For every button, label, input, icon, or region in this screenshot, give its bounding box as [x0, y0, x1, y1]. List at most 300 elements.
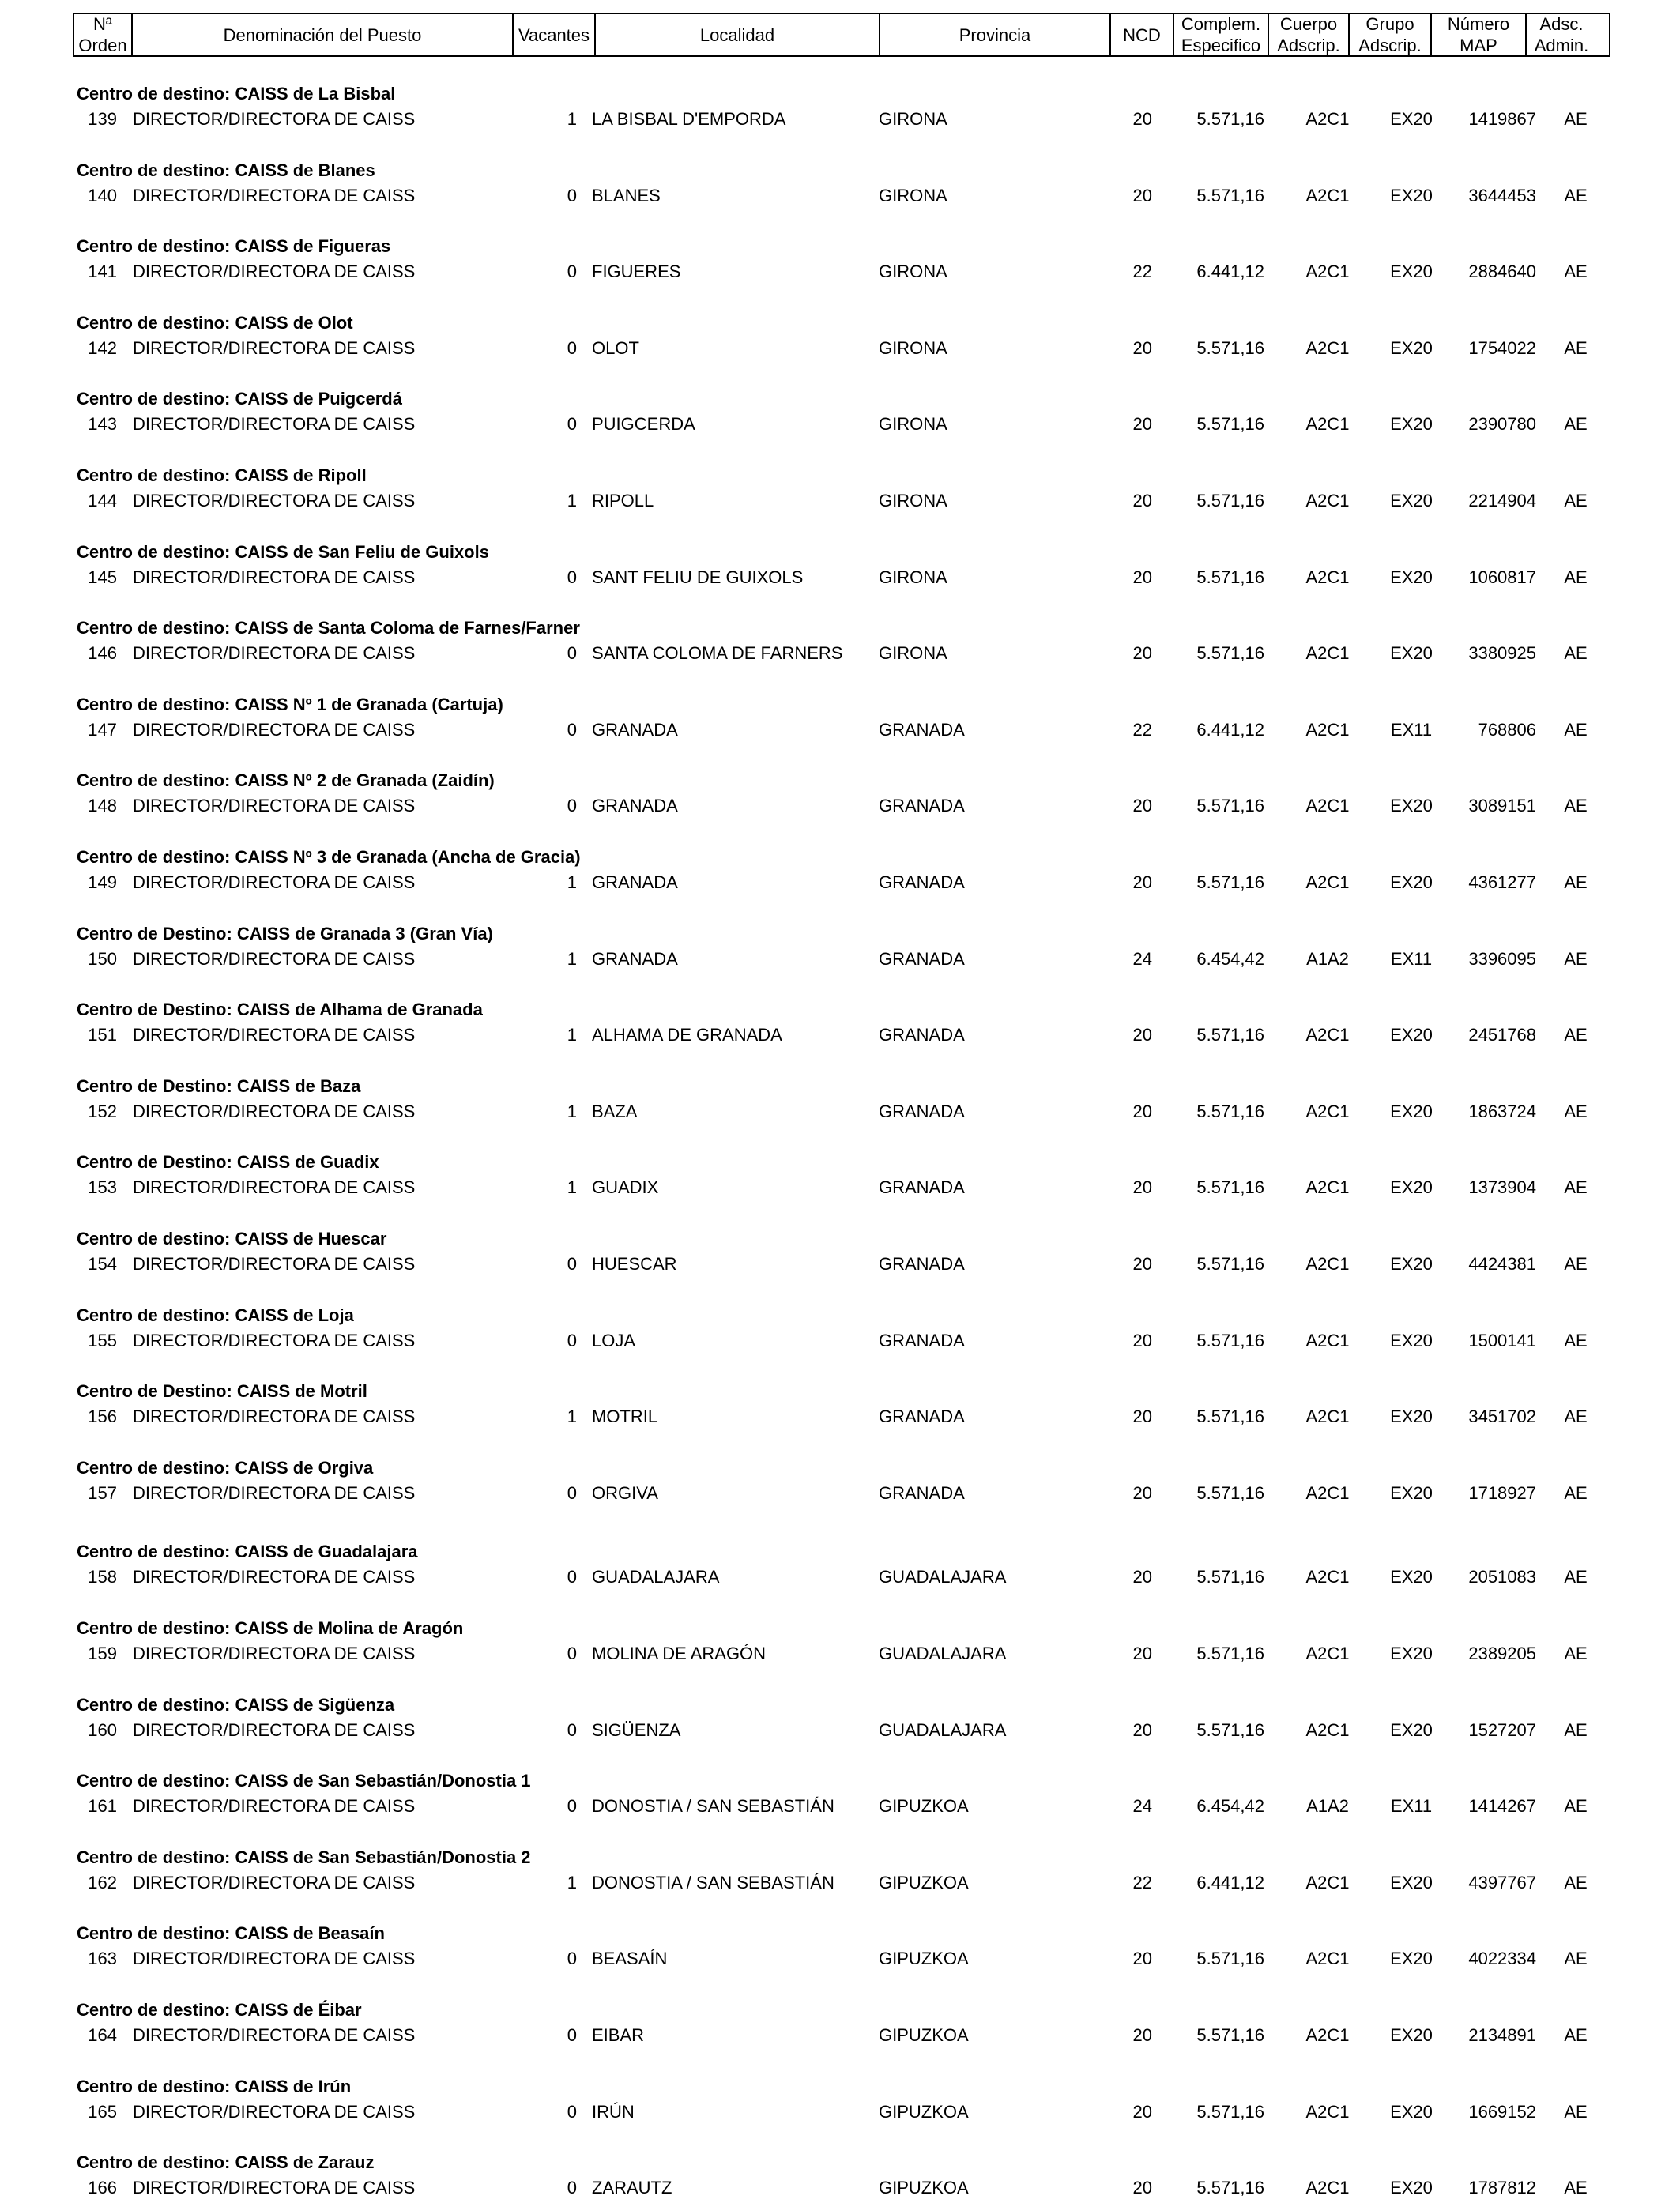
cell-vacantes: 0	[567, 1949, 577, 1969]
cell-adscripcion: AE	[1564, 185, 1588, 205]
header-localidad: Localidad	[596, 14, 880, 55]
cell-localidad: GRANADA	[592, 719, 678, 740]
cell-numero-map: 1863724	[1468, 1101, 1536, 1121]
header-grupo: Grupo Adscrip.	[1350, 14, 1432, 55]
cell-numero-map: 2884640	[1468, 262, 1536, 282]
cell-puesto: DIRECTOR/DIRECTORA DE CAISS	[133, 1719, 416, 1740]
cell-numero-map: 2390780	[1468, 414, 1536, 435]
cell-complemento: 5.571,16	[1196, 1719, 1264, 1740]
cell-orden: 161	[88, 1796, 117, 1817]
cell-orden: 164	[88, 2025, 117, 2045]
cell-vacantes: 0	[567, 185, 577, 205]
table-row	[0, 770, 1680, 821]
cell-localidad: GUADIX	[592, 1177, 659, 1198]
cell-grupo: EX20	[1390, 1025, 1433, 1045]
table-row	[0, 1847, 1680, 1898]
cell-adscripcion: AE	[1564, 1177, 1588, 1198]
cell-localidad: BAZA	[592, 1101, 638, 1121]
cell-puesto: DIRECTOR/DIRECTORA DE CAISS	[133, 719, 416, 740]
cell-provincia: GRANADA	[879, 719, 965, 740]
row-values	[0, 1254, 1680, 1278]
cell-puesto: DIRECTOR/DIRECTORA DE CAISS	[133, 2101, 416, 2122]
cell-vacantes: 1	[567, 948, 577, 969]
centro-destino: Centro de destino: CAISS de Zarauz	[77, 2152, 375, 2173]
cell-complemento: 5.571,16	[1196, 1949, 1264, 1969]
cell-orden: 143	[88, 414, 117, 435]
header-vacantes: Vacantes	[514, 14, 596, 55]
cell-ncd: 20	[1132, 1101, 1152, 1121]
cell-puesto: DIRECTOR/DIRECTORA DE CAISS	[133, 1025, 416, 1045]
cell-orden: 162	[88, 1872, 117, 1892]
cell-vacantes: 0	[567, 414, 577, 435]
table-row	[0, 1305, 1680, 1356]
cell-vacantes: 0	[567, 567, 577, 587]
cell-grupo: EX20	[1390, 2101, 1433, 2122]
cell-provincia: GRANADA	[879, 1482, 965, 1503]
cell-cuerpo: A2C1	[1305, 1254, 1350, 1274]
cell-grupo: EX20	[1390, 1872, 1433, 1892]
cell-puesto: DIRECTOR/DIRECTORA DE CAISS	[133, 796, 416, 816]
cell-puesto: DIRECTOR/DIRECTORA DE CAISS	[133, 2025, 416, 2045]
cell-ncd: 20	[1132, 567, 1152, 587]
table-row	[0, 618, 1680, 668]
cell-provincia: GIPUZKOA	[879, 1949, 969, 1969]
cell-cuerpo: A2C1	[1305, 1101, 1350, 1121]
header-denominacion: Denominación del Puesto	[133, 14, 514, 55]
cell-grupo: EX20	[1390, 1719, 1433, 1740]
cell-orden: 150	[88, 948, 117, 969]
row-values	[0, 109, 1680, 133]
cell-orden: 155	[88, 1330, 117, 1350]
cell-localidad: ORGIVA	[592, 1482, 658, 1503]
cell-provincia: GRANADA	[879, 1025, 965, 1045]
cell-grupo: EX11	[1390, 1796, 1433, 1817]
cell-numero-map: 1373904	[1468, 1177, 1536, 1198]
cell-ncd: 20	[1132, 1567, 1152, 1587]
cell-cuerpo: A1A2	[1306, 1796, 1349, 1817]
cell-complemento: 5.571,16	[1196, 1330, 1264, 1350]
cell-localidad: GRANADA	[592, 796, 678, 816]
cell-complemento: 5.571,16	[1196, 1025, 1264, 1045]
cell-cuerpo: A2C1	[1305, 414, 1350, 435]
centro-destino: Centro de destino: CAISS Nº 1 de Granada (Cartuja)	[77, 694, 503, 714]
cell-orden: 144	[88, 491, 117, 510]
row-values	[0, 1177, 1680, 1201]
cell-puesto: DIRECTOR/DIRECTORA DE CAISS	[133, 872, 416, 892]
centro-destino: Centro de destino: CAISS de San Sebastián/Donostia 1	[77, 1771, 531, 1791]
cell-complemento: 5.571,16	[1196, 337, 1264, 358]
cell-adscripcion: AE	[1564, 2178, 1588, 2198]
row-values	[0, 1025, 1680, 1049]
cell-cuerpo: A2C1	[1305, 1330, 1350, 1350]
centro-destino: Centro de destino: CAISS de San Sebastián/Donostia 2	[77, 1847, 531, 1867]
cell-ncd: 22	[1132, 1872, 1152, 1892]
cell-localidad: LOJA	[592, 1330, 636, 1350]
cell-ncd: 24	[1132, 948, 1152, 969]
cell-localidad: BEASAÍN	[592, 1949, 668, 1969]
cell-adscripcion: AE	[1564, 796, 1588, 816]
cell-provincia: GIPUZKOA	[879, 2101, 969, 2122]
cell-adscripcion: AE	[1564, 1644, 1588, 1663]
cell-localidad: MOLINA DE ARAGÓN	[592, 1644, 767, 1663]
cell-complemento: 5.571,16	[1196, 796, 1264, 816]
cell-grupo: EX20	[1390, 337, 1433, 358]
table-row	[0, 2152, 1680, 2203]
cell-vacantes: 0	[567, 1719, 577, 1740]
cell-adscripcion: AE	[1564, 1025, 1588, 1045]
cell-vacantes: 0	[567, 796, 577, 816]
cell-ncd: 20	[1132, 872, 1152, 892]
table-row	[0, 924, 1680, 974]
cell-cuerpo: A2C1	[1305, 185, 1350, 205]
cell-complemento: 5.571,16	[1196, 1482, 1264, 1503]
cell-adscripcion: AE	[1564, 2101, 1588, 2122]
cell-cuerpo: A2C1	[1305, 2101, 1350, 2122]
cell-ncd: 20	[1132, 1330, 1152, 1350]
cell-localidad: RIPOLL	[592, 491, 654, 510]
cell-cuerpo: A2C1	[1305, 1567, 1350, 1587]
cell-vacantes: 1	[567, 1872, 577, 1892]
cell-provincia: GIRONA	[879, 491, 947, 510]
cell-provincia: GRANADA	[879, 872, 965, 892]
row-values	[0, 1644, 1680, 1667]
cell-localidad: IRÚN	[592, 2101, 635, 2122]
table-row	[0, 1000, 1680, 1050]
cell-orden: 159	[88, 1644, 117, 1663]
cell-cuerpo: A2C1	[1305, 1407, 1350, 1427]
row-values	[0, 643, 1680, 667]
cell-ncd: 20	[1132, 491, 1152, 510]
row-values	[0, 262, 1680, 285]
row-values	[0, 1720, 1680, 1744]
cell-provincia: GIRONA	[879, 109, 947, 129]
centro-destino: Centro de destino: CAISS de Blanes	[77, 160, 375, 180]
cell-cuerpo: A2C1	[1305, 1719, 1350, 1740]
cell-adscripcion: AE	[1564, 1482, 1588, 1503]
table-row	[0, 1542, 1680, 1592]
cell-grupo: EX20	[1390, 2178, 1433, 2198]
cell-numero-map: 1718927	[1468, 1482, 1536, 1503]
cell-provincia: GRANADA	[879, 796, 965, 816]
row-values	[0, 338, 1680, 362]
cell-localidad: SIGÜENZA	[592, 1719, 681, 1740]
cell-cuerpo: A2C1	[1305, 796, 1350, 816]
cell-vacantes: 0	[567, 1567, 577, 1587]
cell-vacantes: 1	[567, 1101, 577, 1121]
row-values	[0, 872, 1680, 896]
cell-numero-map: 1414267	[1468, 1796, 1536, 1817]
cell-cuerpo: A2C1	[1305, 2025, 1350, 2045]
cell-complemento: 5.571,16	[1196, 109, 1264, 129]
cell-complemento: 5.571,16	[1196, 2101, 1264, 2122]
cell-numero-map: 4361277	[1468, 872, 1536, 892]
centro-destino: Centro de destino: CAISS Nº 3 de Granada (Ancha de Gracia)	[77, 847, 581, 867]
cell-ncd: 20	[1132, 337, 1152, 358]
cell-provincia: GRANADA	[879, 1177, 965, 1198]
row-values	[0, 567, 1680, 591]
centro-destino: Centro de Destino: CAISS de Granada 3 (Gran Vía)	[77, 923, 493, 943]
cell-provincia: GRANADA	[879, 948, 965, 969]
row-values	[0, 414, 1680, 438]
cell-puesto: DIRECTOR/DIRECTORA DE CAISS	[133, 185, 416, 205]
cell-ncd: 20	[1132, 1719, 1152, 1740]
cell-puesto: DIRECTOR/DIRECTORA DE CAISS	[133, 1177, 416, 1198]
cell-ncd: 20	[1132, 1177, 1152, 1198]
cell-adscripcion: AE	[1564, 643, 1588, 664]
table-row	[0, 1229, 1680, 1279]
cell-cuerpo: A2C1	[1305, 1482, 1350, 1503]
cell-grupo: EX20	[1390, 1949, 1433, 1969]
table-row	[0, 1923, 1680, 1974]
row-values	[0, 720, 1680, 744]
cell-cuerpo: A2C1	[1305, 1949, 1350, 1969]
cell-complemento: 5.571,16	[1196, 2025, 1264, 2045]
cell-numero-map: 768806	[1478, 719, 1536, 740]
table-row	[0, 1076, 1680, 1127]
cell-grupo: EX20	[1390, 414, 1433, 435]
cell-complemento: 6.454,42	[1196, 948, 1264, 969]
cell-localidad: GRANADA	[592, 948, 678, 969]
cell-orden: 149	[88, 872, 117, 892]
cell-numero-map: 3396095	[1468, 948, 1536, 969]
centro-destino: Centro de Destino: CAISS de Guadix	[77, 1152, 379, 1173]
cell-grupo: EX20	[1390, 796, 1433, 816]
cell-grupo: EX11	[1390, 948, 1433, 969]
cell-puesto: DIRECTOR/DIRECTORA DE CAISS	[133, 1407, 416, 1427]
cell-ncd: 20	[1132, 1482, 1152, 1503]
cell-puesto: DIRECTOR/DIRECTORA DE CAISS	[133, 109, 416, 129]
cell-complemento: 5.571,16	[1196, 643, 1264, 664]
cell-grupo: EX20	[1390, 262, 1433, 282]
cell-grupo: EX20	[1390, 1177, 1433, 1198]
cell-puesto: DIRECTOR/DIRECTORA DE CAISS	[133, 1101, 416, 1121]
cell-provincia: GIRONA	[879, 414, 947, 435]
row-values	[0, 2178, 1680, 2201]
cell-adscripcion: AE	[1564, 1330, 1588, 1350]
row-values	[0, 1407, 1680, 1430]
cell-vacantes: 0	[567, 2101, 577, 2122]
cell-grupo: EX20	[1390, 185, 1433, 205]
cell-complemento: 5.571,16	[1196, 1644, 1264, 1663]
header-orden: Nª Orden	[74, 14, 133, 55]
cell-puesto: DIRECTOR/DIRECTORA DE CAISS	[133, 262, 416, 282]
cell-numero-map: 3089151	[1468, 796, 1536, 816]
row-values	[0, 1949, 1680, 1972]
cell-vacantes: 0	[567, 643, 577, 664]
cell-vacantes: 1	[567, 1407, 577, 1427]
cell-provincia: GUADALAJARA	[879, 1644, 1007, 1663]
cell-puesto: DIRECTOR/DIRECTORA DE CAISS	[133, 1644, 416, 1663]
cell-numero-map: 2134891	[1468, 2025, 1536, 2045]
cell-numero-map: 4424381	[1468, 1254, 1536, 1274]
header-ncd: NCD	[1111, 14, 1174, 55]
cell-orden: 148	[88, 796, 117, 816]
cell-cuerpo: A2C1	[1305, 872, 1350, 892]
header-complemento: Complem. Especifico	[1174, 14, 1269, 55]
cell-vacantes: 0	[567, 1482, 577, 1503]
cell-grupo: EX20	[1390, 1482, 1433, 1503]
cell-adscripcion: AE	[1564, 719, 1588, 740]
centro-destino: Centro de destino: CAISS de Santa Coloma de Farnes/Farner	[77, 618, 580, 638]
cell-vacantes: 0	[567, 1796, 577, 1817]
table-row	[0, 389, 1680, 439]
cell-localidad: MOTRIL	[592, 1407, 658, 1427]
cell-numero-map: 2451768	[1468, 1025, 1536, 1045]
cell-ncd: 20	[1132, 2178, 1152, 2198]
cell-vacantes: 0	[567, 2025, 577, 2045]
cell-complemento: 5.571,16	[1196, 185, 1264, 205]
table-row	[0, 542, 1680, 593]
cell-vacantes: 0	[567, 1644, 577, 1663]
cell-cuerpo: A2C1	[1305, 109, 1350, 129]
table-row	[0, 2077, 1680, 2127]
cell-provincia: GIRONA	[879, 262, 947, 282]
cell-cuerpo: A2C1	[1305, 262, 1350, 282]
cell-numero-map: 1060817	[1468, 567, 1536, 587]
cell-grupo: EX20	[1390, 1644, 1433, 1663]
cell-localidad: PUIGCERDA	[592, 414, 695, 435]
cell-vacantes: 0	[567, 1254, 577, 1274]
cell-cuerpo: A2C1	[1305, 1177, 1350, 1198]
cell-provincia: GIPUZKOA	[879, 1796, 969, 1817]
cell-localidad: HUESCAR	[592, 1254, 677, 1274]
cell-provincia: GIPUZKOA	[879, 1872, 969, 1892]
cell-ncd: 20	[1132, 2101, 1152, 2122]
cell-ncd: 20	[1132, 796, 1152, 816]
cell-numero-map: 4022334	[1468, 1949, 1536, 1969]
centro-destino: Centro de destino: CAISS de Huescar	[77, 1229, 387, 1248]
cell-orden: 158	[88, 1567, 117, 1587]
cell-ncd: 20	[1132, 1949, 1152, 1969]
cell-adscripcion: AE	[1564, 109, 1588, 129]
table-row	[0, 313, 1680, 363]
cell-numero-map: 1500141	[1468, 1330, 1536, 1350]
header-provincia: Provincia	[880, 14, 1111, 55]
header-numero-map: Número MAP	[1432, 14, 1527, 55]
cell-provincia: GRANADA	[879, 1254, 965, 1274]
cell-ncd: 20	[1132, 1407, 1152, 1427]
cell-puesto: DIRECTOR/DIRECTORA DE CAISS	[133, 337, 416, 358]
cell-localidad: DONOSTIA / SAN SEBASTIÁN	[592, 1872, 834, 1892]
cell-puesto: DIRECTOR/DIRECTORA DE CAISS	[133, 1567, 416, 1587]
cell-localidad: ALHAMA DE GRANADA	[592, 1025, 782, 1045]
cell-grupo: EX20	[1390, 1254, 1433, 1274]
cell-localidad: FIGUERES	[592, 262, 681, 282]
cell-ncd: 20	[1132, 185, 1152, 205]
centro-destino: Centro de destino: CAISS Nº 2 de Granada (Zaidín)	[77, 770, 495, 791]
cell-vacantes: 0	[567, 719, 577, 740]
table-row	[0, 847, 1680, 898]
cell-complemento: 6.454,42	[1196, 1796, 1264, 1817]
cell-ncd: 24	[1132, 1796, 1152, 1817]
table-row	[0, 2000, 1680, 2050]
row-values	[0, 1567, 1680, 1591]
row-values	[0, 949, 1680, 973]
table-row	[0, 1618, 1680, 1669]
table-row	[0, 465, 1680, 516]
row-values	[0, 1483, 1680, 1507]
cell-vacantes: 1	[567, 1177, 577, 1198]
cell-localidad: SANTA COLOMA DE FARNERS	[592, 643, 843, 664]
centro-destino: Centro de destino: CAISS de La Bisbal	[77, 84, 396, 104]
centro-destino: Centro de destino: CAISS de Guadalajara	[77, 1542, 418, 1562]
cell-provincia: GIRONA	[879, 337, 947, 358]
cell-cuerpo: A2C1	[1305, 1872, 1350, 1892]
cell-orden: 160	[88, 1719, 117, 1740]
cell-provincia: GRANADA	[879, 1330, 965, 1350]
cell-localidad: BLANES	[592, 185, 661, 205]
cell-provincia: GIRONA	[879, 185, 947, 205]
centro-destino: Centro de Destino: CAISS de Alhama de Granada	[77, 1000, 483, 1020]
cell-orden: 154	[88, 1254, 117, 1274]
cell-localidad: OLOT	[592, 337, 639, 358]
cell-ncd: 20	[1132, 1025, 1152, 1045]
centro-destino: Centro de destino: CAISS de Ripoll	[77, 465, 367, 485]
cell-cuerpo: A2C1	[1305, 719, 1350, 740]
cell-complemento: 5.571,16	[1196, 1567, 1264, 1587]
cell-ncd: 20	[1132, 1254, 1152, 1274]
cell-numero-map: 1787812	[1468, 2178, 1536, 2198]
cell-numero-map: 1669152	[1468, 2101, 1536, 2122]
table-row	[0, 160, 1680, 211]
cell-puesto: DIRECTOR/DIRECTORA DE CAISS	[133, 1872, 416, 1892]
cell-localidad: LA BISBAL D'EMPORDA	[592, 109, 786, 129]
table-row	[0, 1381, 1680, 1432]
row-values	[0, 186, 1680, 209]
centro-destino: Centro de destino: CAISS de Puigcerdá	[77, 389, 402, 409]
row-values	[0, 1331, 1680, 1354]
cell-provincia: GIRONA	[879, 567, 947, 587]
cell-grupo: EX20	[1390, 491, 1433, 510]
cell-adscripcion: AE	[1564, 262, 1588, 282]
cell-provincia: GRANADA	[879, 1101, 965, 1121]
cell-complemento: 5.571,16	[1196, 1177, 1264, 1198]
table-row	[0, 1695, 1680, 1745]
cell-orden: 145	[88, 567, 117, 587]
table-row	[0, 84, 1680, 134]
table-row	[0, 695, 1680, 745]
cell-adscripcion: AE	[1564, 337, 1588, 358]
table-row	[0, 236, 1680, 287]
row-values	[0, 2102, 1680, 2126]
cell-grupo: EX11	[1390, 719, 1433, 740]
cell-localidad: GRANADA	[592, 872, 678, 892]
cell-ncd: 20	[1132, 109, 1152, 129]
centro-destino: Centro de destino: CAISS de Sigüenza	[77, 1694, 395, 1715]
cell-orden: 142	[88, 337, 117, 358]
cell-grupo: EX20	[1390, 109, 1433, 129]
cell-cuerpo: A2C1	[1305, 337, 1350, 358]
cell-cuerpo: A1A2	[1306, 948, 1349, 969]
cell-orden: 141	[88, 262, 117, 282]
cell-orden: 156	[88, 1407, 117, 1427]
cell-numero-map: 3451702	[1468, 1407, 1536, 1427]
cell-orden: 166	[88, 2178, 117, 2198]
row-values	[0, 1102, 1680, 1125]
cell-vacantes: 1	[567, 491, 577, 510]
cell-numero-map: 1754022	[1468, 337, 1536, 358]
cell-grupo: EX20	[1390, 872, 1433, 892]
centro-destino: Centro de Destino: CAISS de Baza	[77, 1075, 361, 1096]
cell-adscripcion: AE	[1564, 1796, 1588, 1817]
cell-orden: 140	[88, 185, 117, 205]
cell-puesto: DIRECTOR/DIRECTORA DE CAISS	[133, 414, 416, 435]
cell-complemento: 5.571,16	[1196, 872, 1264, 892]
row-values	[0, 491, 1680, 514]
centro-destino: Centro de destino: CAISS de Éibar	[77, 2000, 362, 2020]
cell-cuerpo: A2C1	[1305, 643, 1350, 664]
cell-orden: 147	[88, 719, 117, 740]
